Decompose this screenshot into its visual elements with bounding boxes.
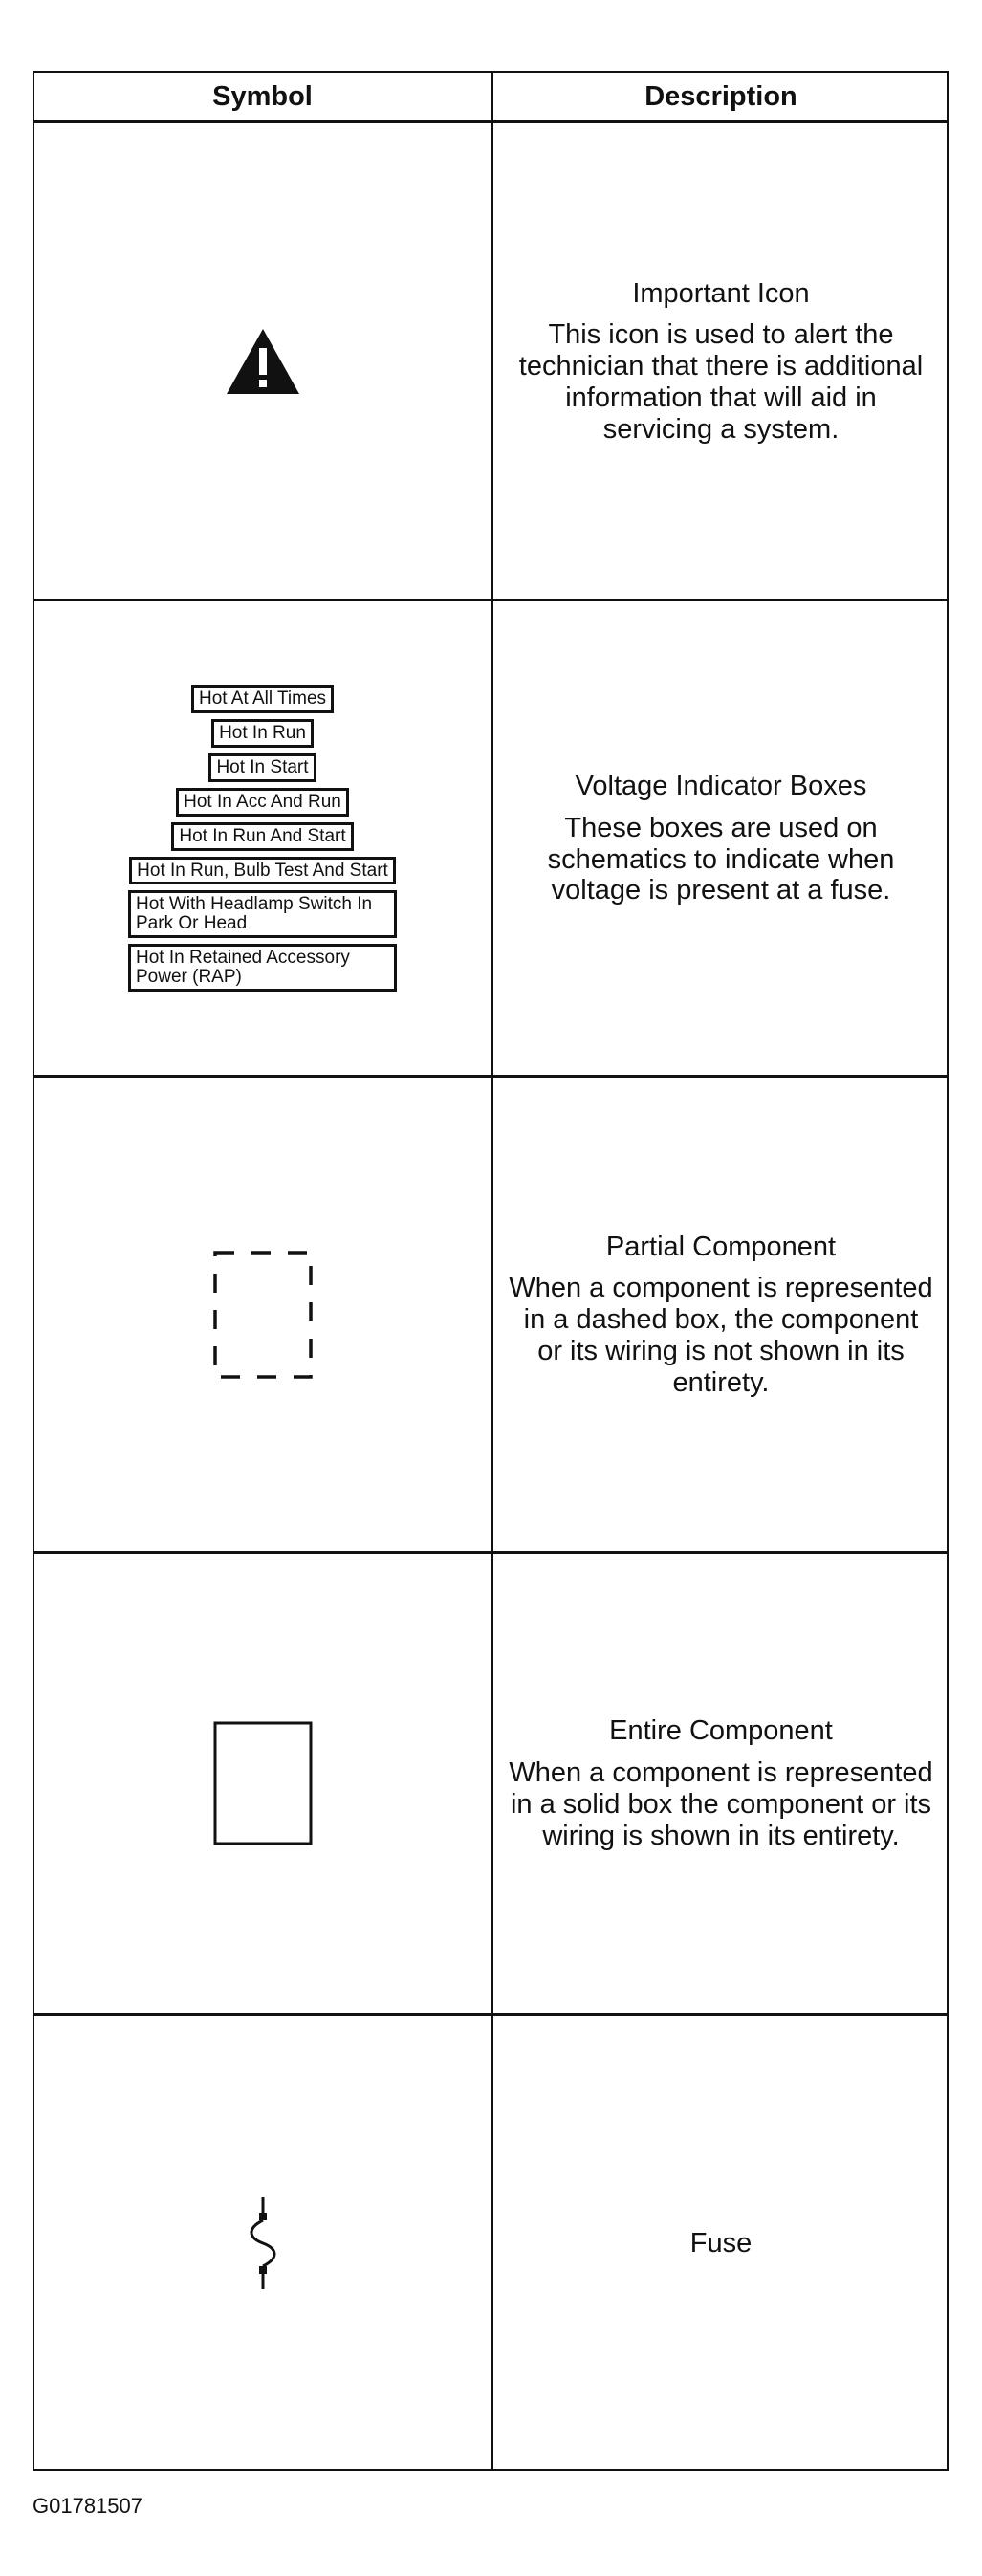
voltage-box: Hot In Retained Accessory Power (RAP) (128, 944, 397, 992)
row-text: When a component is represented in a solid box the component or its wiring is shown in its entirety. (509, 1757, 933, 1851)
voltage-box: Hot In Run And Start (171, 822, 353, 851)
solid-box-icon (213, 1721, 313, 1845)
warning-triangle-icon (225, 327, 301, 396)
symbol-table (33, 71, 949, 2471)
voltage-box: Hot In Start (208, 753, 316, 782)
header-symbol: Symbol (212, 80, 313, 112)
dashed-box-icon (210, 1248, 316, 1382)
voltage-box: Hot In Run (211, 719, 314, 748)
important-symbol-cell (34, 123, 491, 599)
fuse-description-cell (493, 2016, 949, 2471)
figure-code: G01781507 (33, 2494, 142, 2518)
voltage-box: Hot In Run, Bulb Test And Start (129, 857, 396, 885)
row-title: Entire Component (609, 1715, 833, 1747)
voltage-box: Hot With Headlamp Switch In Park Or Head (128, 890, 397, 938)
header-description: Description (644, 80, 797, 112)
row-title: Partial Component (605, 1231, 837, 1262)
partial-description-cell (493, 1078, 949, 1551)
entire-description-cell (493, 1554, 949, 2013)
row-title: Voltage Indicator Boxes (575, 770, 867, 801)
voltage-description-cell (493, 601, 949, 1075)
voltage-box: Hot At All Times (191, 685, 334, 713)
voltage-box: Hot In Acc And Run (176, 788, 349, 817)
row-text: This icon is used to alert the technician that there is additional information that will aid in servicing a system. (518, 319, 924, 445)
row-text: When a component is represented in a dashed box, the component or its wiring is not shown in its entirety. (509, 1273, 933, 1398)
row-text: These boxes are used on schematics to indicate when voltage is present at a fuse. (547, 812, 895, 906)
fuse-symbol-cell (34, 2016, 491, 2471)
voltage-indicator-boxes (128, 682, 397, 994)
fuse-icon (244, 2195, 282, 2291)
row-title: Fuse (689, 2227, 753, 2259)
important-description-cell (493, 123, 949, 599)
row-title: Important Icon (632, 277, 810, 309)
voltage-symbol-cell (34, 601, 491, 1075)
partial-symbol-cell (34, 1078, 491, 1551)
entire-symbol-cell (34, 1554, 491, 2013)
